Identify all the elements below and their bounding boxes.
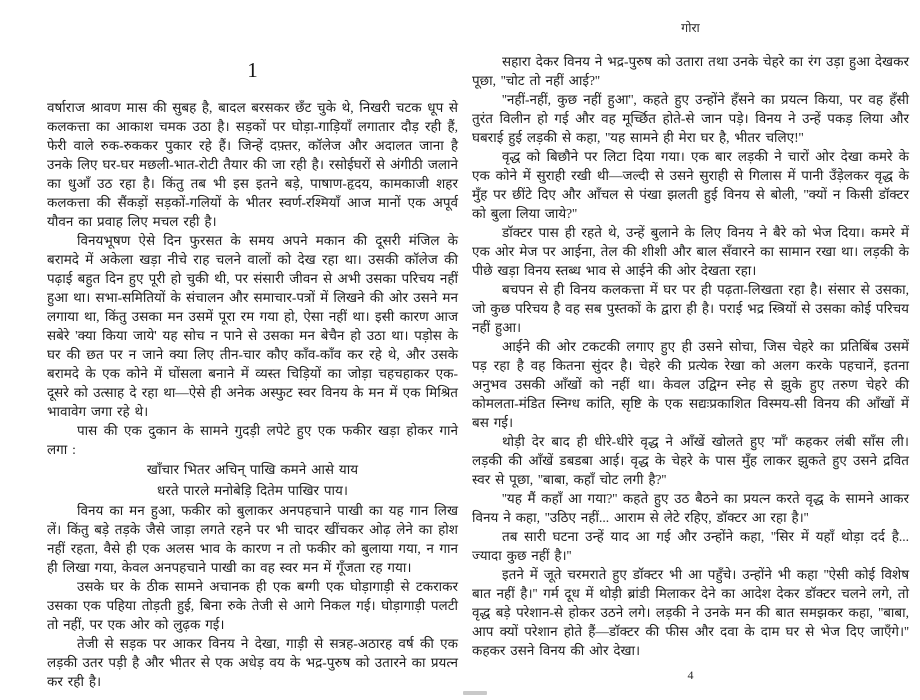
verse-line: खाँचार भितर अचिन् पाखि कमने आसे याय xyxy=(146,462,359,477)
page-left xyxy=(47,0,458,691)
chapter-number: 1 xyxy=(247,58,258,82)
paragraph: पास की एक दुकान के सामने गुदड़ी लपेटे हुए एक फकीर खड़ा होकर गाने लगा : xyxy=(47,423,458,457)
paragraph: वृद्ध को बिछौने पर लिटा दिया गया। एक बार लड़की ने चारों ओर देखा कमरे के एक कोने में सुराही रखी थी—जल्दी से उसने सुराही से गिलास में पानी उँड़ेलकर वृद्ध के मुँह पर छींटे दिए और आँचल से पंखा झलती हुई विनय से बोली, ''क्यों न किसी डॉक्टर को बुला लिया जाये?'' xyxy=(472,149,909,221)
paragraph: तब सारी घटना उन्हें याद आ गई और उन्होंने कहा, ''सिर में यहाँ थोड़ा दर्द है... ज्यादा कुछ नहीं है।'' xyxy=(472,529,909,563)
paragraph: वर्षाराज श्रावण मास की सुबह है, बादल बरसकर छँट चुके थे, निखरी चटक धूप से कलकत्ता का आकाश चमक उठा है। सड़कों पर घोड़ा-गाड़ियाँ लगातार दौड़ रही हैं, फेरी वाले रुक-रुककर पुकार रहे हैं। जिन्हें दफ़्तर, कॉलेज और अदालत जाना है उनके लिए घर-घर मछली-भात-रोटी तैयार की जा रही है। रसोईघरों से अंगीठी जलाने का धुआँ उठ रहा है। किंतु तब भी इस इतने बड़े, पाषाण-हृदय, कामकाजी शहर कलकत्ता की सैंकड़ों सड़कों-गलियों के भीतर स्वर्ण-रश्मियाँ आज मानों एक अपूर्व यौवन का प्रवाह लिए मचल रही है। xyxy=(47,100,458,229)
paragraph: विनय का मन हुआ, फकीर को बुलाकर अनपहचाने पाखी का यह गान लिख लें। किंतु बड़े तड़के जैसे जाड़ा लगते रहने पर भी चादर खींचकर ओढ़ लेने का होश नहीं रहता, वैसे ही एक अलस भाव के कारण न तो फकीर को बुलाया गया, न गान ही लिखा गया, केवल अनपहचाने पाखी का वह स्वर मन में गूँजता रह गया। xyxy=(47,503,458,575)
paragraph: बचपन से ही विनय कलकत्ता में घर पर ही पढ़ता-लिखता रहा है। संसार से उसका, जो कुछ परिचय है वह सब पुस्तकों के द्वारा ही है। पराई भद्र स्त्रियों से उसका कोई परिचय नहीं हुआ। xyxy=(472,282,909,335)
paragraph: सहारा देकर विनय ने भद्र-पुरुष को उतारा तथा उनके चेहरे का रंग उड़ा हुआ देखकर पूछा, ''चोट तो नहीं आई?'' xyxy=(472,54,909,88)
paragraph: ''नहीं-नहीं, कुछ नहीं हुआ'', कहते हुए उन्होंने हँसने का प्रयत्न किया, पर वह हँसी तुरंत विलीन हो गई और वह मूर्च्छित होते-से जान पड़े। विनय ने उन्हें पकड़ लिया और घबराई हुई लड़की से कहा, ''यह सामने ही मेरा घर है, भीतर चलिए!'' xyxy=(472,92,909,145)
fold-mark xyxy=(463,691,487,695)
paragraph: थोड़ी देर बाद ही धीरे-धीरे वृद्ध ने आँखें खोलते हुए 'माँ' कहकर लंबी साँस ली। लड़की की आँखें डबडबा आई। वृद्ध के चेहरे के पास मुँह लाकर झुकते हुए उसने द्रवित स्वर से पूछा, ''बाबा, कहाँ चोट लगी है?'' xyxy=(472,434,909,487)
page-number: 4 xyxy=(687,668,694,682)
paragraph: आईने की ओर टकटकी लगाए हुए ही उसने सोचा, जिस चेहरे का प्रतिबिंब उसमें पड़ रहा है वह कितना सुंदर है। चेहरे की प्रत्येक रेखा को अलग करके पहचानें, इतना अनुभव उसकी आँखों को नहीं था। केवल उद्विग्न स्नेह से झुके हुए तरुण चेहरे की कोमलता-मंडित स्निग्ध कांति, सृष्टि के एक सद्यःप्रकाशित विस्मय-सी विनय की आँखों में बस गई। xyxy=(472,339,909,430)
paragraph: डॉक्टर पास ही रहते थे, उन्हें बुलाने के लिए विनय ने बैरे को भेज दिया। कमरे में एक ओर मेज पर आईना, तेल की शीशी और बाल सँवारने का सामान रखा था। लड़की के पीछे खड़ा विनय स्तब्ध भाव से आईने की ओर देखता रहा। xyxy=(472,225,909,278)
paragraph: तेजी से सड़क पर आकर विनय ने देखा, गाड़ी से सत्रह-अठारह वर्ष की एक लड़की उतर पड़ी है और भीतर से एक अधेड़ वय के भद्र-पुरुष को उतारने का प्रयत्न कर रही है। xyxy=(47,636,458,689)
paragraph: ''यह मैं कहाँ आ गया?'' कहते हुए उठ बैठने का प्रयत्न करते वृद्ध के सामने आकर विनय ने कहा, ''उठिए नहीं... आराम से लेटे रहिए, डॉक्टर आ रहा है।'' xyxy=(472,491,909,525)
running-header: गोरा xyxy=(681,21,700,35)
paragraph: उसके घर के ठीक सामने अचानक ही एक बग्गी एक घोड़ागाड़ी से टकराकर उसका एक पहिया तोड़ती हुई, बिना रुके तेजी से आगे निकल गई। घोड़ागाड़ी पलटी तो नहीं, पर एक ओर को लुढ़क गई। xyxy=(47,579,458,632)
paragraph: इतने में जूते चरमराते हुए डॉक्टर भी आ पहुँचे। उन्होंने भी कहा ''ऐसी कोई विशेष बात नहीं है।'' गर्म दूध में थोड़ी ब्रांडी मिलाकर देने का आदेश देकर डॉक्टर चलने लगे, तो वृद्ध बड़े परेशान-से होकर उठने लगे। लड़की ने उनके मन की बात समझकर कहा, ''बाबा, आप क्यों परेशान होते हैं—डॉक्टर की फीस और दवा के दाम घर से भेज दिए जाएँगे।'' कहकर उसने विनय की ओर देखा। xyxy=(472,567,909,658)
page-right xyxy=(472,0,909,683)
verse-line: धरते पारले मनोबेड़ि दितेम पाखिर पाय। xyxy=(157,483,348,498)
paragraph: विनयभूषण ऐसे दिन फुरसत के समय अपने मकान की दूसरी मंजिल के बरामदे में अकेला खड़ा नीचे राह चलने वालों को देख रहा था। उसकी कॉलेज की पढ़ाई बहुत दिन हुए पूरी हो चुकी थी, पर संसारी जीवन से अभी उसका परिचय नहीं हुआ था। सभा-समितियों के संचालन और समाचार-पत्रों में लिखने की ओर उसने मन लगाया था, किंतु उसका मन उसमें पूरा रम गया हो, ऐसा नहीं था। इसी कारण आज सबेरे 'क्या किया जाये' यह सोच न पाने से उसका मन बेचैन हो उठा था। पड़ोस के घर की छत पर न जाने क्या लिए तीन-चार कौए काँव-काँव कर रहे थे, और उसके बरामदे के एक कोने में घोंसला बनाने में व्यस्त चिड़ियों का जोड़ा चहचहाकर एक-दूसरे को उत्साह दे रहा था—ऐसे ही अनेक अस्फुट स्वर विनय के मन में एक मिश्रित भावावेग जगा रहे थे। xyxy=(47,233,458,419)
